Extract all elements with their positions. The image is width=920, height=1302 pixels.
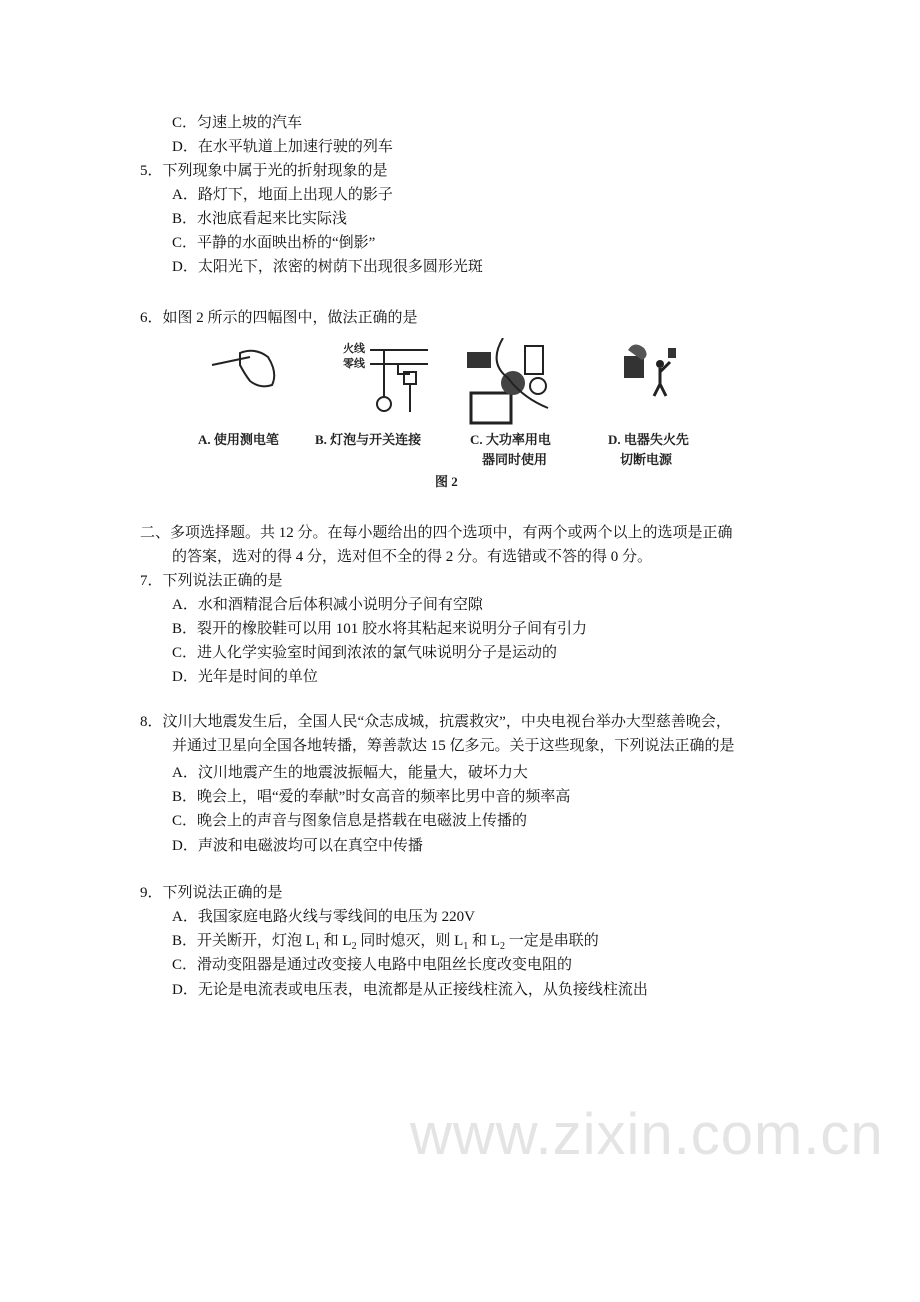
watermark: www.zixin.com.cn [410, 1102, 884, 1167]
fire-person-icon [620, 340, 690, 400]
subscript: 2 [351, 941, 357, 952]
section2-instructions-line1: 二、多项选择题。共 12 分。在每小题给出的四个选项中，有两个或两个以上的选项是正确 [140, 525, 733, 541]
subscript: 1 [314, 941, 320, 952]
q8-stem-line1: 8．汶川大地震发生后，全国人民“众志成城，抗震救灾”，中央电视台举办大型慈善晚会， [140, 714, 731, 730]
q8-option-a: A．汶川地震产生的地震波振幅大，能量大，破坏力大 [172, 765, 528, 781]
figure-title: 图 2 [435, 474, 458, 489]
q4-option-c: C．匀速上坡的汽车 [172, 115, 303, 131]
live-wire-label: 火线 [343, 343, 365, 355]
q9-option-a: A．我国家庭电路火线与零线间的电压为 220V [172, 909, 475, 925]
q7-option-c: C．进人化学实验室时闻到浓浓的氯气味说明分子是运动的 [172, 645, 558, 661]
caption-c-line2: 器同时使用 [482, 452, 548, 467]
figure-2 [195, 338, 715, 494]
text: B．开关断开，灯泡 L [172, 933, 315, 949]
test-pen-hand-icon [210, 343, 280, 393]
caption-b: B. 灯泡与开关连接 [315, 432, 422, 447]
text: 同时熄灭，则 L [356, 933, 464, 949]
q9-option-d: D．无论是电流表或电压表，电流都是从正接线柱流入，从负接线柱流出 [172, 982, 648, 998]
q4-option-d: D．在水平轨道上加速行驶的列车 [172, 139, 393, 155]
q6-stem: 6．如图 2 所示的四幅图中，做法正确的是 [140, 310, 418, 326]
caption-d-line2: 切断电源 [620, 452, 673, 467]
q9-stem: 9．下列说法正确的是 [140, 885, 283, 901]
caption-d-line1: D. 电器失火先 [608, 432, 689, 447]
q5-stem: 5．下列现象中属于光的折射现象的是 [140, 163, 388, 179]
q5-option-a: A．路灯下，地面上出现人的影子 [172, 187, 393, 203]
q5-option-b: B．水池底看起来比实际浅 [172, 211, 348, 227]
q8-option-b: B．晚会上，唱“爱的奉献”时女高音的频率比男中音的频率高 [172, 789, 571, 805]
q8-option-d: D．声波和电磁波均可以在真空中传播 [172, 838, 423, 854]
text: 一定是串联的 [504, 933, 599, 949]
appliances-icon [463, 338, 563, 428]
bulb-switch-circuit-icon [370, 346, 430, 416]
q9-option-b [172, 931, 599, 957]
q8-option-c: C．晚会上的声音与图象信息是搭载在电磁波上传播的 [172, 813, 528, 829]
q5-option-d: D．太阳光下，浓密的树荫下出现很多圆形光斑 [172, 259, 483, 275]
text: 和 L [468, 933, 500, 949]
q8-stem-line2: 并通过卫星向全国各地转播，筹善款达 15 亿多元。关于这些现象，下列说法正确的是 [172, 738, 735, 754]
caption-c-line1: C. 大功率用电 [470, 432, 551, 447]
neutral-wire-label: 零线 [343, 358, 365, 370]
q9-option-c: C．滑动变阻器是通过改变接人电路中电阻丝长度改变电阻的 [172, 957, 573, 973]
q7-option-d: D．光年是时间的单位 [172, 669, 318, 685]
q7-option-b: B．裂开的橡胶鞋可以用 101 胶水将其粘起来说明分子间有引力 [172, 621, 588, 637]
q7-option-a: A．水和酒精混合后体积减小说明分子间有空隙 [172, 597, 483, 613]
subscript: 2 [499, 941, 505, 952]
caption-a: A. 使用测电笔 [198, 432, 279, 447]
q7-stem: 7．下列说法正确的是 [140, 573, 283, 589]
q5-option-c: C．平静的水面映出桥的“倒影” [172, 235, 376, 251]
section2-instructions-line2: 的答案，选对的得 4 分，选对但不全的得 2 分。有选错或不答的得 0 分。 [172, 549, 653, 565]
subscript: 1 [463, 941, 469, 952]
text: 和 L [319, 933, 352, 949]
